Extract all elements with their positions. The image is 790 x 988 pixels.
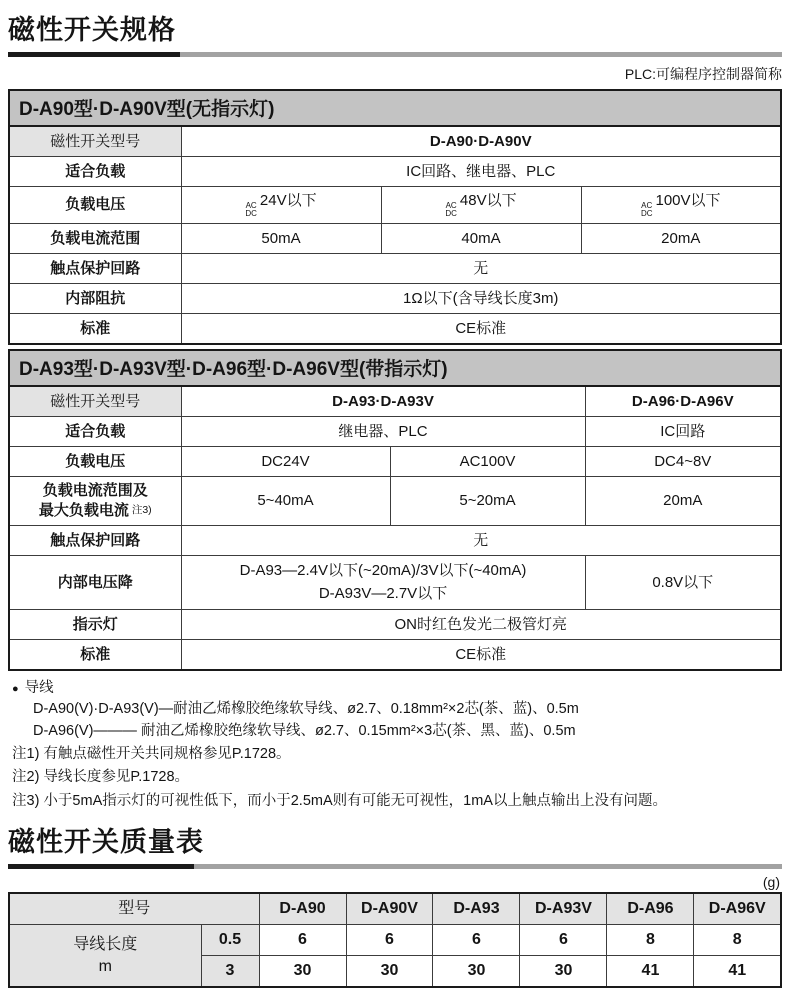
table-row-protection [9, 253, 781, 283]
plc-abbreviation-note: PLC:可编程序控制器简称 [624, 66, 782, 82]
lead-wire-note [12, 679, 782, 740]
acdc-top: AC [245, 201, 257, 210]
model-column-header: D-A93V [520, 893, 607, 925]
underline-gray-segment [194, 864, 782, 869]
footnote-2: 注2) 导线长度参见P.1728。 [12, 769, 190, 786]
lead-wire-title-line [12, 679, 782, 698]
acdc-bottom: DC [245, 209, 257, 219]
acdc-bottom: DC [640, 209, 653, 219]
footnote-3: 注3) 小于5mA指示灯的可视性低下，而小于2.5mA则有可能无可视性，1mA以上触点输出上没有问题。 [12, 792, 667, 809]
underline-gray-segment [180, 52, 782, 57]
weight-value: 30 [433, 956, 520, 988]
voltage-drop-line2: D-A93V—2.7V以下 [318, 584, 448, 602]
current-label-line2 [14, 501, 177, 521]
lead-length-unit: m [98, 957, 112, 975]
lead-wire-spec-a96: D-A96(V)——— 耐油乙烯橡胶绝缘软导线、ø2.7、0.15mm²×3芯(茶、黑、蓝)、0.5m [33, 722, 576, 739]
table-row-load [9, 416, 781, 446]
weight-value: 41 [694, 956, 781, 988]
weight-value: 6 [433, 925, 520, 956]
load-value-a93: 继电器、PLC [181, 416, 585, 446]
acdc-stack-icon [445, 202, 457, 219]
weight-value: 30 [346, 956, 433, 988]
row-label-current: 负载电流范围 [9, 223, 181, 253]
length-value: 3 [201, 956, 259, 988]
table-row-voltage [9, 187, 781, 224]
weight-row-05m [9, 925, 781, 956]
table-row-voltage [9, 446, 781, 476]
row-label-indicator: 指示灯 [9, 610, 181, 640]
weight-table-title: 磁性开关质量表 [8, 827, 204, 858]
current-label-text: 最大负载电流 [38, 502, 129, 520]
row-label-voltage: 负载电压 [9, 446, 181, 476]
voltage-value: DC24V [181, 446, 390, 476]
footnote-1: 注1) 有触点磁性开关共同规格参见P.1728。 [12, 745, 291, 762]
voltage-value: 48V以下 [459, 192, 517, 209]
model-value: D-A90·D-A90V [181, 126, 781, 157]
model-header-label: 型号 [9, 893, 259, 925]
row-label-current [9, 476, 181, 526]
resistance-value: 1Ω以下(含导线长度3m) [181, 283, 781, 313]
lead-wire-title: 导线 [24, 680, 54, 697]
spec-table-a93 [8, 385, 782, 672]
page-title: 磁性开关规格 [8, 15, 176, 45]
voltage-cell [581, 187, 781, 224]
underline-black-segment [8, 52, 180, 57]
row-label-load: 适合负载 [9, 157, 181, 187]
acdc-bottom: DC [445, 209, 457, 219]
model-value-a93: D-A93·D-A93V [181, 386, 585, 417]
lead-wire-spec-a90-a93: D-A90(V)·D-A93(V)—耐油乙烯橡胶绝缘软导线、ø2.7、0.18mm²×2芯(茶、蓝)、0.5m [33, 701, 579, 718]
table-row-standard [9, 640, 781, 671]
lead-length-label: 导线长度 [73, 936, 138, 954]
section-header-a93: D-A93型·D-A93V型·D-A96型·D-A96V型(带指示灯) [8, 349, 782, 385]
table-row-protection [9, 526, 781, 556]
table-row-load [9, 157, 781, 187]
voltage-drop-line1: D-A93—2.4V以下(~20mA)/3V以下(~40mA) [239, 562, 527, 580]
voltage-cell [181, 187, 381, 224]
weight-value: 30 [259, 956, 346, 988]
current-value: 40mA [381, 223, 581, 253]
current-value: 5~40mA [181, 476, 390, 526]
load-value-a96: IC回路 [585, 416, 781, 446]
current-value: 20mA [581, 223, 781, 253]
table-row-current [9, 476, 781, 526]
standard-value: CE标准 [181, 640, 781, 671]
load-value: IC回路、继电器、PLC [181, 157, 781, 187]
voltage-cell [381, 187, 581, 224]
voltage-drop-a93 [181, 556, 585, 610]
table-row-model [9, 386, 781, 417]
current-value: 5~20mA [390, 476, 585, 526]
weight-header-row [9, 893, 781, 925]
bullet-icon: ● [12, 682, 19, 695]
weight-value: 41 [607, 956, 694, 988]
note3-reference: 注3) [131, 504, 152, 517]
weight-value: 8 [607, 925, 694, 956]
model-column-header: D-A96 [607, 893, 694, 925]
length-value: 0.5 [201, 925, 259, 956]
table-row-standard [9, 313, 781, 344]
weight-value: 6 [346, 925, 433, 956]
weight-table [8, 892, 782, 988]
lead-length-header [9, 925, 201, 988]
row-label-standard: 标准 [9, 640, 181, 671]
weight-value: 6 [520, 925, 607, 956]
acdc-top: AC [641, 201, 653, 210]
table-row-voltage-drop [9, 556, 781, 610]
model-column-header: D-A93 [433, 893, 520, 925]
model-value-a96: D-A96·D-A96V [585, 386, 781, 417]
row-label-model: 磁性开关型号 [9, 126, 181, 157]
acdc-stack-icon [641, 202, 653, 219]
protection-value: 无 [181, 253, 781, 283]
voltage-value: 24V以下 [259, 192, 317, 209]
standard-value: CE标准 [181, 313, 781, 344]
weight-value: 6 [259, 925, 346, 956]
voltage-drop-a96: 0.8V以下 [585, 556, 781, 610]
title-underline-bar [8, 52, 782, 57]
model-column-header: D-A96V [694, 893, 781, 925]
current-value: 20mA [585, 476, 781, 526]
table-row-indicator [9, 610, 781, 640]
protection-value: 无 [181, 526, 781, 556]
row-label-protection: 触点保护回路 [9, 526, 181, 556]
table-row-current [9, 223, 781, 253]
underline-black-segment [8, 864, 194, 869]
voltage-value: 100V以下 [655, 192, 721, 209]
section-header-a90: D-A90型·D-A90V型(无指示灯) [8, 89, 782, 125]
voltage-value: AC100V [390, 446, 585, 476]
row-label-voltage-drop: 内部电压降 [9, 556, 181, 610]
weight-value: 30 [520, 956, 607, 988]
row-label-standard: 标准 [9, 313, 181, 344]
row-label-load: 适合负载 [9, 416, 181, 446]
current-value: 50mA [181, 223, 381, 253]
model-column-header: D-A90 [259, 893, 346, 925]
spec-table-a90 [8, 125, 782, 345]
model-column-header: D-A90V [346, 893, 433, 925]
indicator-value: ON时红色发光二极管灯亮 [181, 610, 781, 640]
voltage-value: DC4~8V [585, 446, 781, 476]
row-label-protection: 触点保护回路 [9, 253, 181, 283]
current-label-line1: 负载电流范围及 [42, 481, 148, 499]
row-label-voltage: 负载电压 [9, 187, 181, 224]
table-row-resistance [9, 283, 781, 313]
row-label-model: 磁性开关型号 [9, 386, 181, 417]
acdc-stack-icon [245, 202, 257, 219]
row-label-resistance: 内部阻抗 [9, 283, 181, 313]
title-underline-bar-2 [8, 864, 782, 869]
table-row-model [9, 126, 781, 157]
weight-value: 8 [694, 925, 781, 956]
unit-grams-label: (g) [762, 874, 780, 891]
acdc-top: AC [445, 201, 457, 210]
